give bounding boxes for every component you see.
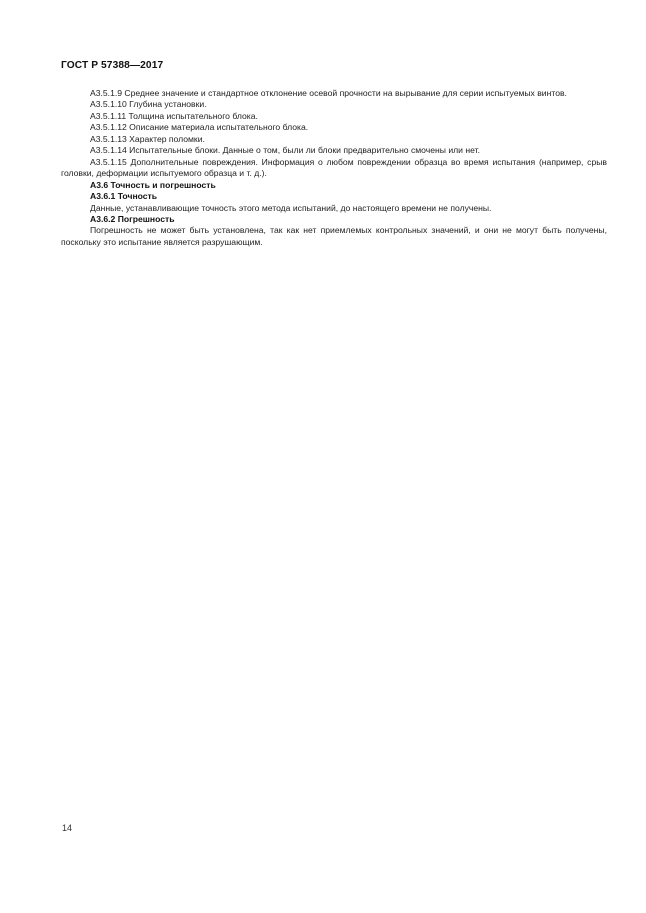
document-header-standard-number: ГОСТ Р 57388—2017: [61, 60, 164, 71]
clause-a3-5-1-13: А3.5.1.13 Характер поломки.: [90, 133, 205, 144]
clause-a3-5-1-14: А3.5.1.14 Испытательные блоки. Данные о том, были ли блоки предварительно смочены или нет.: [90, 145, 480, 156]
page-number: 14: [62, 823, 73, 833]
clause-a3-5-1-15: А3.5.1.15 Дополнительные повреждения. Информация о любом повреждении образца во время испытания (например, срыв головки, деформации испытуемого образца и т. д.).: [61, 156, 607, 179]
clause-a3-5-1-12: А3.5.1.12 Описание материала испытательного блока.: [90, 122, 309, 133]
document-body: [61, 88, 607, 248]
clause-a3-5-1-11: А3.5.1.11 Толщина испытательного блока.: [90, 110, 258, 121]
clause-a3-6-2-text: Погрешность не может быть установлена, так как нет приемлемых контрольных значений, и они не могут быть получены, поскольку это испытание является разрушающим.: [61, 225, 607, 247]
clause-a3-6-1-text: Данные, устанавливающие точность этого метода испытаний, до настоящего времени не получены.: [90, 202, 492, 213]
section-heading-a3-6-2: А3.6.2 Погрешность: [90, 213, 175, 224]
section-heading-a3-6-1: А3.6.1 Точность: [90, 191, 158, 202]
clause-a3-5-1-10: А3.5.1.10 Глубина установки.: [90, 99, 207, 110]
clause-a3-5-1-9: А3.5.1.9 Среднее значение и стандартное отклонение осевой прочности на вырывание для серии испытуемых винтов.: [90, 88, 567, 98]
section-heading-a3-6: А3.6 Точность и погрешность: [90, 179, 216, 190]
